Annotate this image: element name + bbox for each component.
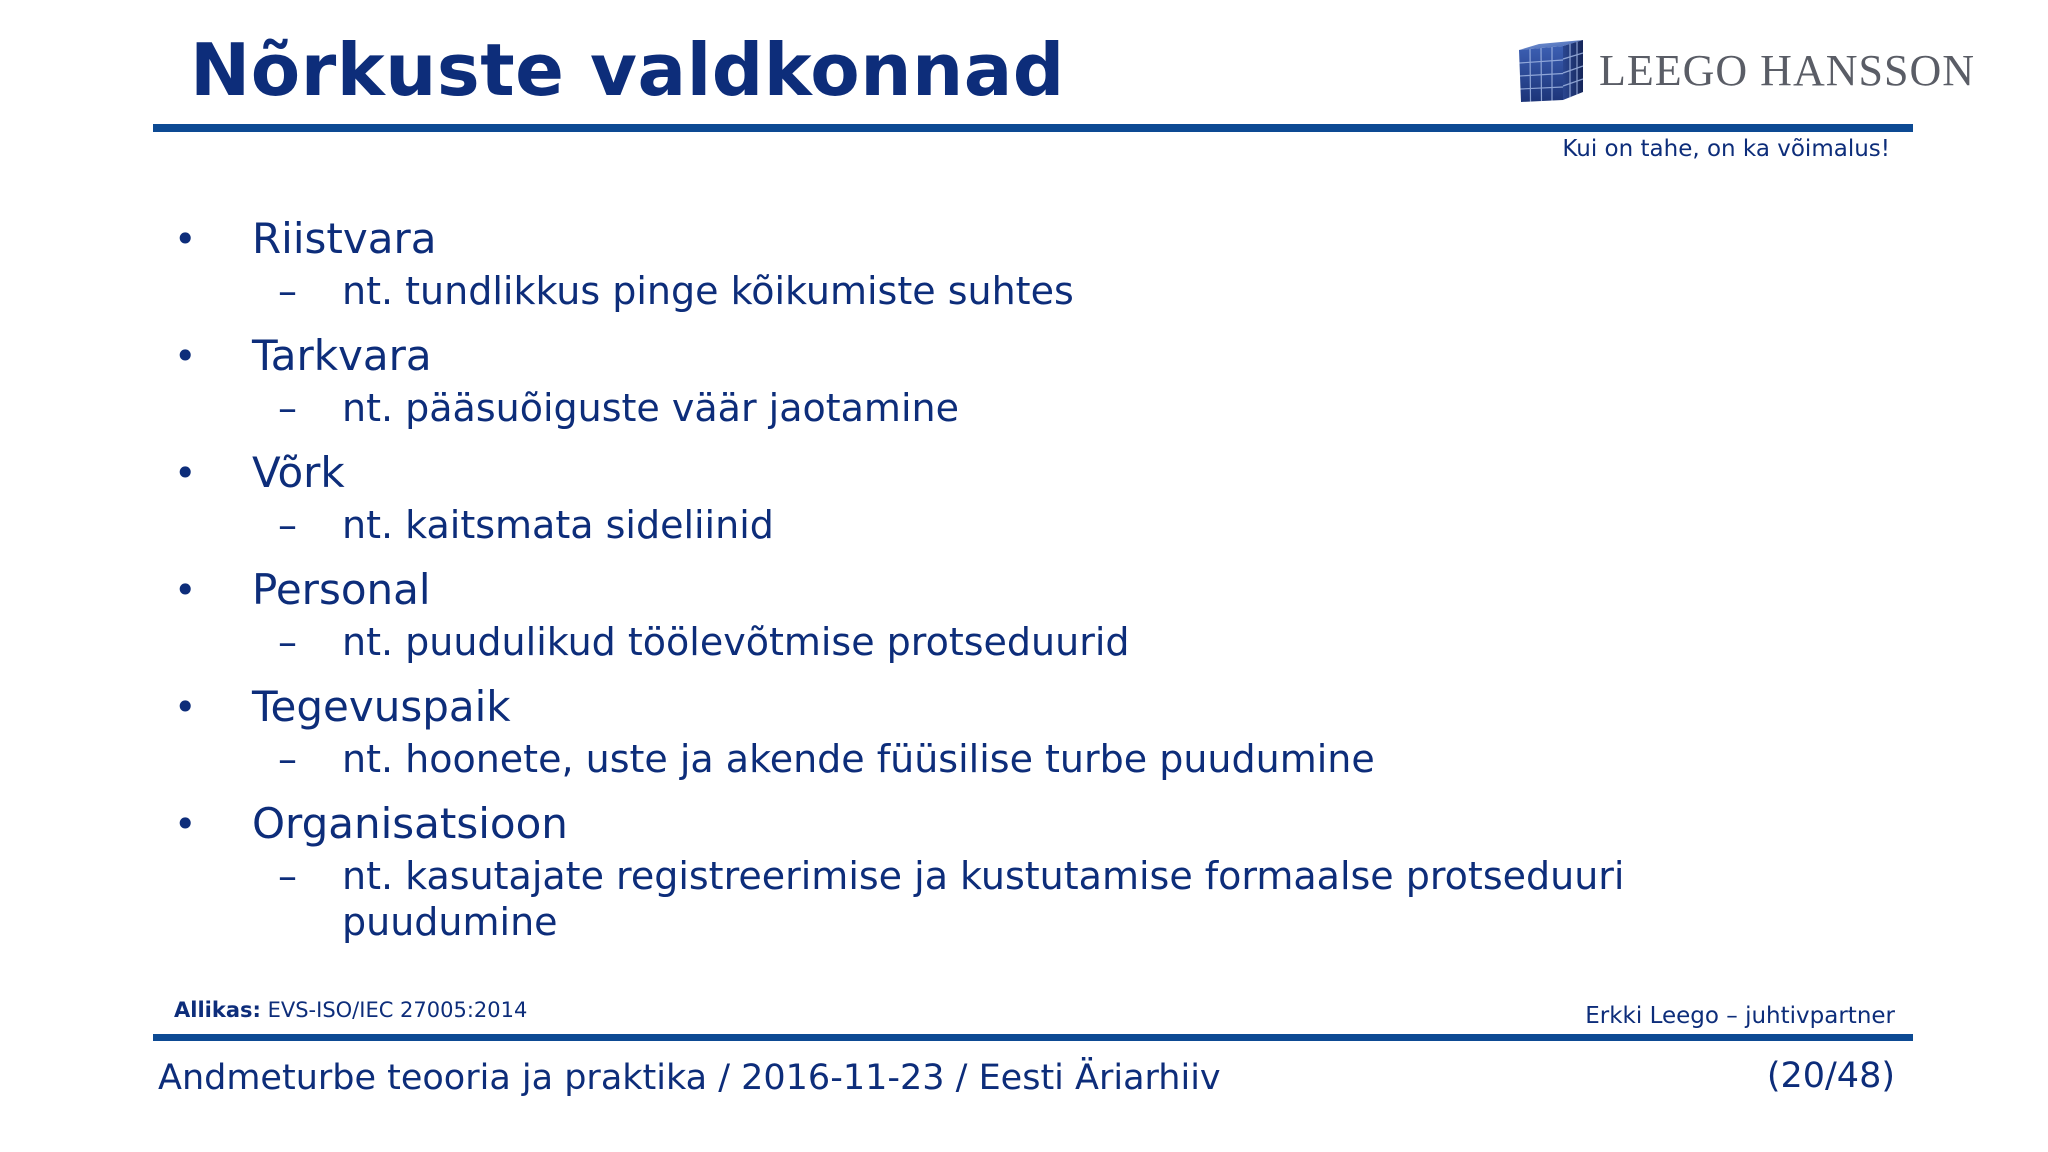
item-label: Riistvara [252, 214, 437, 263]
company-logo [1515, 36, 1975, 104]
bullet-icon: • [174, 334, 197, 378]
item-label: Tegevuspaik [252, 682, 511, 731]
bullet-icon: • [174, 217, 197, 261]
cube-icon [1515, 36, 1587, 104]
item-label: Võrk [252, 448, 345, 497]
dash-icon: – [278, 854, 297, 898]
sub-item-text: nt. puudulikud töölevõtmise protseduurid [342, 620, 1130, 664]
bullet-icon: • [174, 568, 197, 612]
sub-item [170, 619, 1870, 665]
bullet-icon: • [174, 685, 197, 729]
list-item [170, 210, 1870, 268]
bullet-icon: • [174, 802, 197, 846]
page-number: (20/48) [1766, 1056, 1895, 1096]
tagline: Kui on tahe, on ka võimalus! [1562, 136, 1890, 162]
bullet-list [170, 210, 1870, 958]
sub-item [170, 736, 1870, 782]
sub-item [170, 853, 1842, 945]
dash-icon: – [278, 620, 297, 664]
sub-item [170, 268, 1870, 314]
dash-icon: – [278, 386, 297, 430]
item-label: Personal [252, 565, 431, 614]
dash-icon: – [278, 503, 297, 547]
footer-text: Andmeturbe teooria ja praktika / 2016-11-23 / Eesti Äriarhiiv [158, 1058, 1221, 1098]
bullet-icon: • [174, 451, 197, 495]
sub-item-text: nt. kaitsmata sideliinid [342, 503, 774, 547]
logo-text: LEEGO HANSSON [1599, 45, 1975, 95]
list-item [170, 795, 1870, 853]
slide-title: Nõrkuste valdkonnad [190, 28, 1065, 112]
sub-item-text: nt. tundlikkus pinge kõikumiste suhtes [342, 269, 1074, 313]
item-label: Organisatsioon [252, 799, 568, 848]
footer-rule [153, 1034, 1913, 1041]
header-rule [153, 124, 1913, 132]
list-item [170, 561, 1870, 619]
dash-icon: – [278, 737, 297, 781]
sub-item-text: nt. pääsuõiguste väär jaotamine [342, 386, 959, 430]
sub-item [170, 385, 1870, 431]
item-label: Tarkvara [252, 331, 432, 380]
sub-item [170, 502, 1870, 548]
author: Erkki Leego – juhtivpartner [1585, 1003, 1895, 1029]
list-item [170, 327, 1870, 385]
source-value: EVS-ISO/IEC 27005:2014 [267, 998, 528, 1022]
list-item [170, 444, 1870, 502]
source-label: Allikas: [174, 998, 261, 1022]
dash-icon: – [278, 269, 297, 313]
list-item [170, 678, 1870, 736]
sub-item-text: nt. kasutajate registreerimise ja kustutamise formaalse protseduuri puudumine [342, 854, 1625, 944]
sub-item-text: nt. hoonete, uste ja akende füüsilise turbe puudumine [342, 737, 1375, 781]
source-note [174, 998, 527, 1022]
